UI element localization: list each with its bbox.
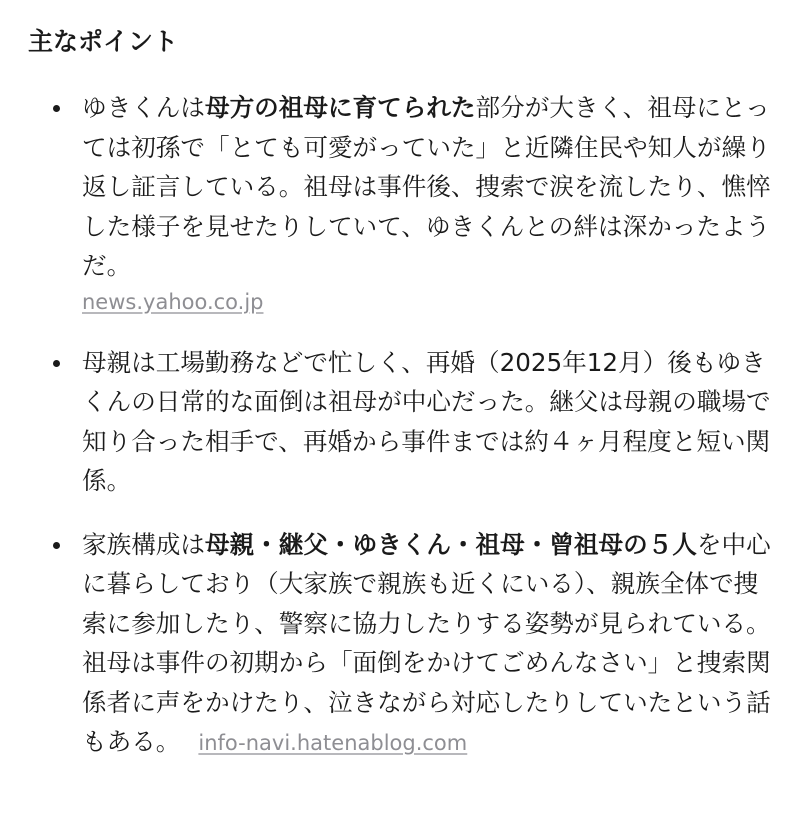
point-text-segment: 母親は工場勤務などで忙しく、再婚（2025年12月）後もゆきくんの日常的な面倒は祖母が中心だった。継父は母親の職場で知り合った相手で、再婚から事件までは約４ヶ月程度と短い関係。 [82, 347, 771, 495]
bullet-dot-icon [53, 105, 60, 112]
point-text [82, 343, 772, 501]
source-link[interactable]: news.yahoo.co.jp [82, 289, 264, 314]
point-highlight: 母親・継父・ゆきくん・祖母・曾祖母の５人 [204, 529, 697, 559]
source-link[interactable]: info-navi.hatenablog.com [198, 731, 468, 755]
section-title: 主なポイント [28, 27, 179, 56]
list-item [0, 343, 800, 501]
point-highlight: 母方の祖母に育てられた [204, 93, 476, 122]
point-text-segment: 部分が大きく、祖母にとっては初孫で「とても可愛がっていた」と近隣住民や知人が繰り返し証言している。祖母は事件後、捜索で涙を流したり、憔悴した様子を見せたりしていて、ゆきくんとの絆は深かったようだ。 [82, 93, 771, 280]
point-text-segment: を中心に暮らしており（大家族で親族も近くにいる）、親族全体で捜索に参加したり、警察に協力したりする姿勢が見られている。祖母は事件の初期から「面倒をかけてごめんなさい」と捜索関係者に声をかけたり、泣きながら対応したりしていたという話もある。 [82, 529, 771, 756]
list-item [0, 88, 800, 319]
point-text-segment: 家族構成は [82, 529, 205, 559]
bullet-dot-icon [53, 360, 60, 367]
point-text [82, 525, 772, 764]
key-points-list [0, 88, 800, 788]
list-item [0, 525, 800, 764]
bullet-dot-icon [53, 542, 60, 549]
point-text [82, 88, 772, 286]
point-text-segment: ゆきくんは [82, 93, 205, 122]
